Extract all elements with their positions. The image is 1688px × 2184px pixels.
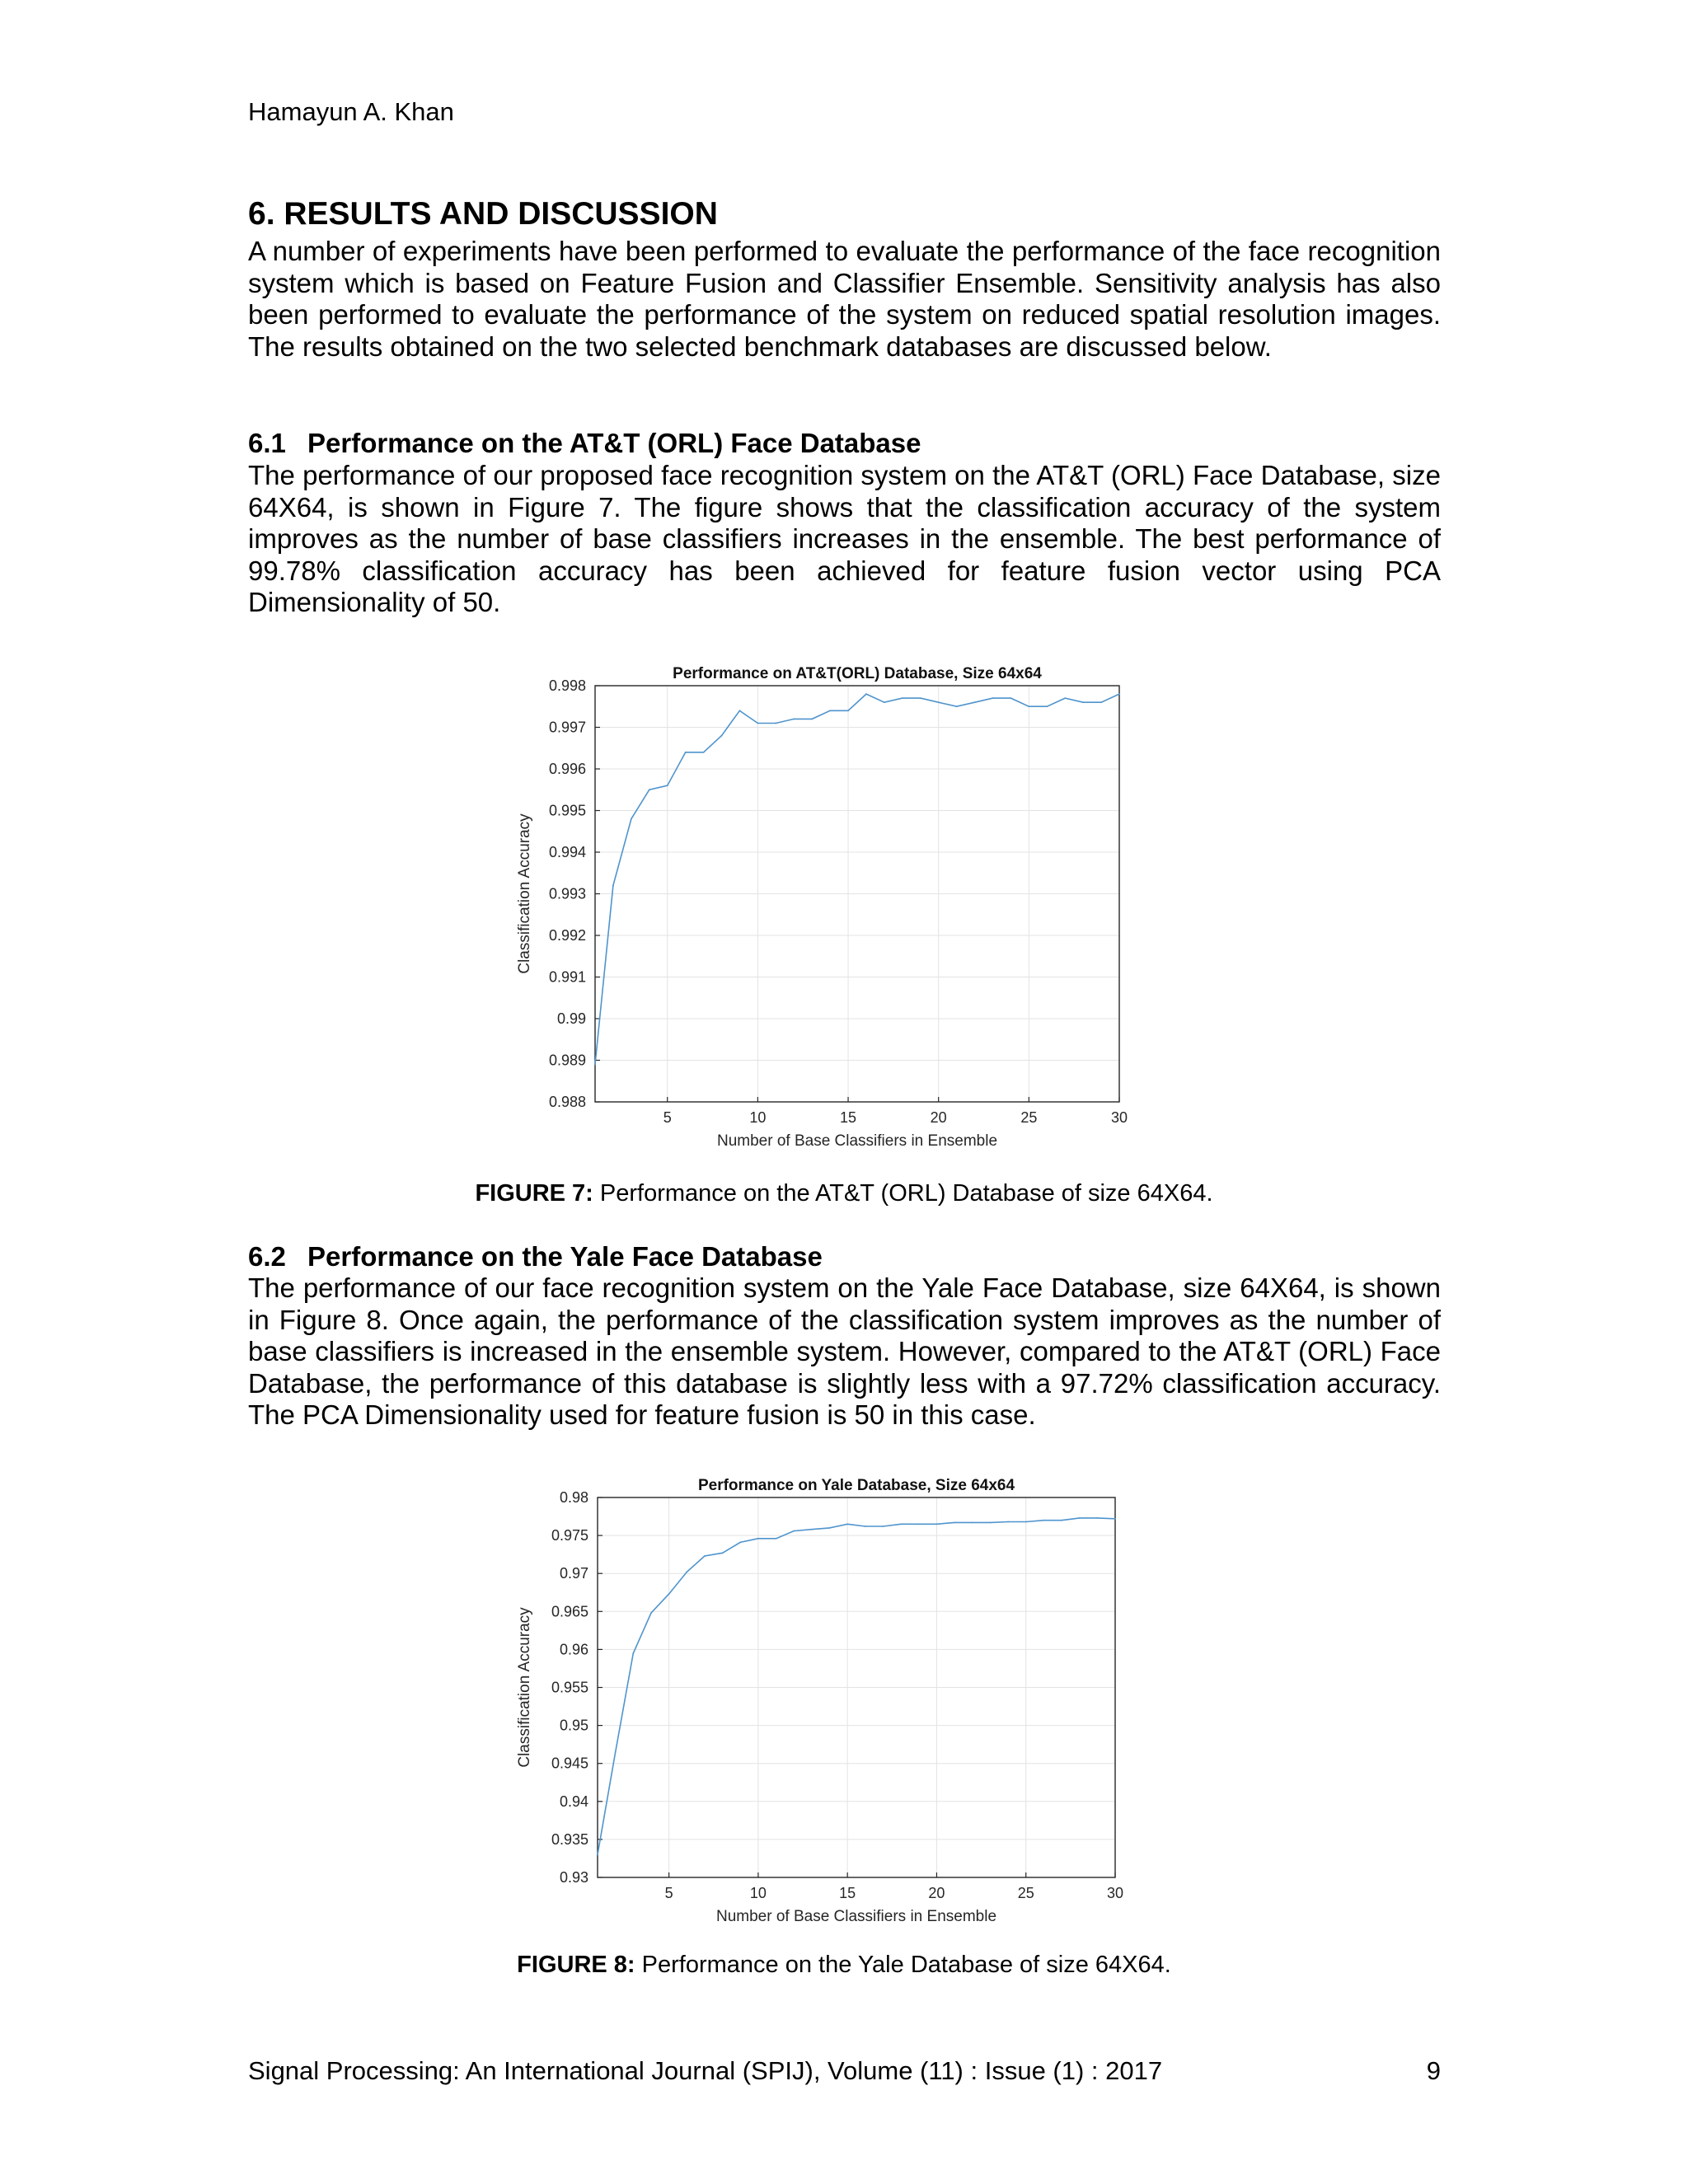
subsection-number: 6.1 <box>248 428 286 458</box>
data-point <box>1100 701 1102 703</box>
figure-7-caption <box>0 1180 1688 1207</box>
y-tick-label: 0.992 <box>548 927 586 944</box>
data-point <box>884 701 885 703</box>
y-tick-label: 0.998 <box>548 677 586 694</box>
x-tick-label: 30 <box>1110 1109 1128 1126</box>
data-point <box>686 1571 687 1572</box>
data-point <box>847 710 849 711</box>
data-point <box>920 697 921 699</box>
data-point <box>992 697 994 699</box>
data-point <box>974 701 976 703</box>
data-point <box>649 789 650 790</box>
data-point <box>757 723 758 724</box>
caption-label: FIGURE 7: <box>475 1180 593 1207</box>
caption-text: Performance on the AT&T (ORL) Database of size 64X64. <box>593 1180 1213 1207</box>
x-axis-label: Number of Base Classifiers in Ensemble <box>716 1132 998 1150</box>
data-point <box>704 1555 706 1557</box>
data-point <box>1114 1518 1116 1520</box>
y-axis-label: Classification Accuracy <box>516 1607 533 1768</box>
y-tick-label: 0.98 <box>559 1489 588 1506</box>
y-axis-label: Classification Accuracy <box>516 813 533 974</box>
data-point <box>900 1523 902 1525</box>
y-tick-label: 0.96 <box>559 1641 588 1658</box>
data-point <box>1079 1517 1081 1519</box>
data-point <box>865 693 867 695</box>
y-tick-label: 0.965 <box>551 1603 588 1620</box>
footer-page-number: 9 <box>1426 2056 1441 2085</box>
section-title: 6. RESULTS AND DISCUSSION <box>248 196 718 232</box>
data-point <box>938 701 940 703</box>
x-tick-label: 15 <box>839 1885 856 1901</box>
data-point <box>811 719 813 720</box>
chart-title: Performance on Yale Database, Size 64x64 <box>697 1477 1015 1494</box>
data-point <box>811 1529 813 1530</box>
y-tick-label: 0.95 <box>559 1717 588 1734</box>
y-tick-label: 0.988 <box>548 1094 586 1110</box>
data-point <box>1096 1517 1098 1519</box>
subsection-title: Performance on the AT&T (ORL) Face Database <box>307 428 921 458</box>
chart-title: Performance on AT&T(ORL) Database, Size 64x64 <box>673 665 1042 682</box>
data-point <box>1064 697 1066 699</box>
data-point <box>1028 705 1029 707</box>
y-tick-label: 0.994 <box>548 844 586 860</box>
data-point <box>615 1751 617 1753</box>
y-tick-label: 0.989 <box>548 1052 586 1069</box>
x-tick-label: 10 <box>749 1109 767 1126</box>
data-point <box>668 1593 670 1595</box>
x-axis-label: Number of Base Classifiers in Ensemble <box>715 1908 997 1925</box>
data-point <box>757 1538 759 1540</box>
data-point <box>846 1523 848 1525</box>
y-tick-label: 0.99 <box>556 1010 586 1027</box>
data-point <box>918 1523 920 1525</box>
x-tick-label: 10 <box>749 1885 767 1901</box>
section-intro-paragraph: A number of experiments have been performed to evaluate the performance of the face recognition system which is based on Feature Fusion and Classifier Ensemble. Sensitivity analysis has also been performed to evaluate the performance of the system on reduced spatial resolution images. The results obtained on the two selected benchmark databases are discussed below. <box>248 236 1441 362</box>
data-point <box>1046 705 1048 707</box>
data-point <box>703 752 705 753</box>
x-tick-label: 5 <box>663 1109 672 1126</box>
y-tick-label: 0.955 <box>551 1679 588 1696</box>
data-point <box>954 1522 955 1524</box>
data-point <box>902 697 903 699</box>
y-tick-label: 0.975 <box>551 1527 588 1544</box>
y-tick-label: 0.945 <box>551 1755 588 1772</box>
y-tick-label: 0.995 <box>548 802 586 819</box>
data-point <box>775 723 776 724</box>
caption-text: Performance on the Yale Database of size 64X64. <box>635 1952 1171 1978</box>
figure-7-chart <box>511 655 1137 1162</box>
data-point <box>631 818 632 820</box>
x-tick-label: 20 <box>930 1109 947 1126</box>
y-tick-label: 0.97 <box>559 1565 588 1582</box>
data-point <box>956 705 958 707</box>
data-point <box>972 1522 973 1524</box>
subsection-heading-6-1 <box>248 428 921 459</box>
x-tick-label: 30 <box>1106 1885 1124 1901</box>
x-tick-label: 20 <box>928 1885 945 1901</box>
data-point <box>1007 1521 1009 1523</box>
data-point <box>722 1552 724 1554</box>
subsection-6-1-paragraph: The performance of our proposed face recognition system on the AT&T (ORL) Face Database, size 64X64, is shown in Figure 7. The figure shows that the classification accuracy of the system improves as the number of base classifiers increases in the ensemble. The best performance of 99.78% classification accuracy has been achieved for feature fusion vector using PCA Dimensionality of 50. <box>248 460 1441 617</box>
subsection-number: 6.2 <box>248 1241 286 1272</box>
data-point <box>1010 697 1012 699</box>
data-point <box>865 1526 866 1527</box>
x-tick-label: 25 <box>1020 1109 1038 1126</box>
x-tick-label: 15 <box>840 1109 857 1126</box>
y-tick-label: 0.997 <box>548 719 586 736</box>
x-tick-label: 25 <box>1017 1885 1034 1901</box>
data-point <box>1061 1520 1062 1521</box>
data-point <box>721 735 723 737</box>
subsection-6-2-paragraph: The performance of our face recognition system on the Yale Face Database, size 64X64, is shown in Figure 8. Once again, the performance of the classification system improves as the number of base classifiers is increased in the ensemble system. However, compared to the AT&T (ORL) Face Database, the performance of this database is slightly less with a 97.72% classification accuracy. The PCA Dimensionality used for feature fusion is 50 in this case. <box>248 1272 1441 1430</box>
subsection-heading-6-2 <box>248 1241 823 1272</box>
data-point <box>1082 701 1084 703</box>
footer-journal: Signal Processing: An International Journal (SPIJ), Volume (11) : Issue (1) : 2017 <box>248 2056 1163 2085</box>
data-point <box>650 1612 652 1614</box>
y-tick-label: 0.996 <box>548 761 586 777</box>
running-header-author: Hamayun A. Khan <box>248 97 454 126</box>
data-point <box>829 1527 831 1529</box>
data-point <box>936 1523 938 1525</box>
data-point <box>1025 1521 1027 1523</box>
y-tick-label: 0.94 <box>559 1793 588 1810</box>
data-point <box>667 785 668 786</box>
data-point <box>793 719 795 720</box>
data-point <box>990 1522 992 1524</box>
data-point <box>793 1530 795 1532</box>
data-point <box>685 752 687 753</box>
figure-8-chart <box>511 1467 1137 1933</box>
caption-label: FIGURE 8: <box>517 1952 635 1978</box>
data-point <box>829 710 831 711</box>
x-tick-label: 5 <box>664 1885 673 1901</box>
data-point <box>739 1541 741 1543</box>
data-point <box>1118 693 1120 695</box>
data-point <box>883 1526 884 1527</box>
data-point <box>632 1652 634 1654</box>
data-point <box>597 1854 598 1855</box>
data-point <box>739 710 741 711</box>
data-point <box>776 1538 777 1540</box>
y-tick-label: 0.93 <box>559 1869 588 1886</box>
y-tick-label: 0.993 <box>548 885 586 902</box>
y-tick-label: 0.991 <box>548 968 586 986</box>
y-tick-label: 0.935 <box>551 1830 588 1848</box>
data-point <box>594 1064 596 1066</box>
data-point <box>612 885 614 887</box>
data-point <box>1043 1520 1044 1521</box>
figure-8-caption <box>0 1952 1688 1979</box>
subsection-title: Performance on the Yale Face Database <box>307 1241 823 1272</box>
